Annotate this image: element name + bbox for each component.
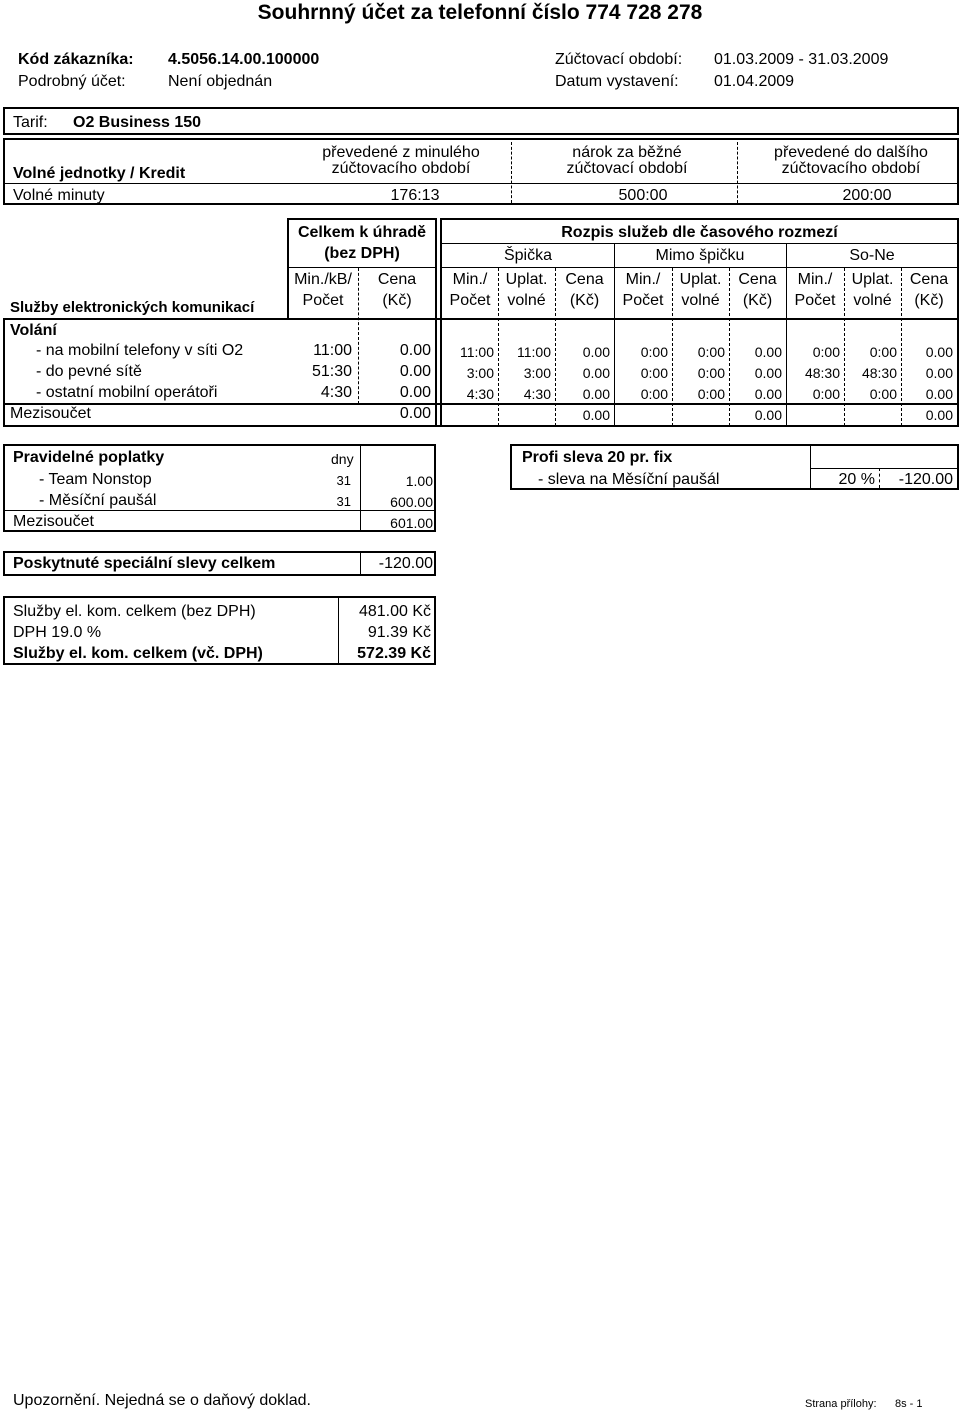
row-offpeak-min: 0:00: [640, 386, 668, 402]
row-weekend-price: 0.00: [925, 386, 953, 402]
offpeak-subtotal: 0.00: [754, 407, 782, 423]
row-offpeak-min: 0:00: [640, 365, 668, 381]
breakdown-header: Rozpis služeb dle časového rozmezí: [561, 224, 838, 241]
col-offpeak-min: [614, 272, 672, 309]
col-band-price-l2: (Kč): [914, 292, 944, 309]
summary-box: [3, 596, 436, 665]
current-entitlement-line1: nárok za běžné: [572, 144, 682, 161]
divider: [338, 598, 339, 663]
fee-amount: 1.00: [405, 473, 433, 489]
row-offpeak-price: 0.00: [754, 344, 782, 360]
divider: [360, 446, 361, 530]
band-peak: Špička: [503, 247, 553, 264]
divider: [3, 403, 959, 405]
discount-box: [510, 444, 959, 490]
free-minutes-entitlement: 500:00: [618, 187, 668, 204]
row-offpeak-price: 0.00: [754, 386, 782, 402]
divider: [3, 318, 959, 320]
row-peak-free: 11:00: [517, 344, 551, 360]
current-entitlement-header: [517, 145, 737, 177]
services-subtotal-label: Mezisoučet: [10, 405, 91, 422]
col-weekend-free: [844, 272, 901, 309]
col-peak-min: [442, 272, 498, 309]
billing-period-value: 01.03.2009 - 31.03.2009: [714, 51, 889, 68]
free-units-heading: Volné jednotky / Kredit: [13, 165, 186, 182]
detail-account-label: Podrobný účet:: [18, 73, 126, 90]
row-label: - ostatní mobilní operátoři: [36, 384, 218, 401]
col-total-min-l2: Počet: [302, 292, 344, 309]
row-weekend-free: 48:30: [861, 365, 897, 381]
page-number-value: 8s - 1: [895, 1398, 923, 1410]
row-peak-free: 4:30: [523, 386, 551, 402]
carried-over-from-header: [291, 145, 511, 177]
row-weekend-free: 0:00: [869, 344, 897, 360]
col-band-free-l2: volné: [681, 292, 720, 309]
carried-over-to-line2: zúčtovacího období: [781, 160, 921, 177]
row-offpeak-free: 0:00: [697, 344, 725, 360]
divider: [3, 425, 959, 427]
col-band-price-l1: Cena: [909, 271, 949, 288]
row-total-price: 0.00: [399, 384, 431, 401]
divider: [810, 468, 957, 469]
row-total-price: 0.00: [399, 363, 431, 380]
row-offpeak-free: 0:00: [697, 386, 725, 402]
row-peak-price: 0.00: [582, 365, 610, 381]
col-band-min-l2: Počet: [622, 292, 664, 309]
issue-date-value: 01.04.2009: [714, 73, 795, 90]
services-heading: Služby elektronických komunikací: [10, 299, 255, 316]
customer-code-value: 4.5056.14.00.100000: [168, 51, 320, 68]
col-band-price-l1: Cena: [565, 271, 604, 288]
col-band-free-l2: volné: [507, 292, 546, 309]
row-weekend-price: 0.00: [925, 344, 953, 360]
summary-label: Služby el. kom. celkem (vč. DPH): [13, 645, 263, 662]
row-peak-free: 3:00: [523, 365, 551, 381]
col-total-price-l1: Cena: [377, 271, 417, 288]
col-total-min-l1: Min./kB/: [294, 271, 352, 288]
divider: [440, 267, 959, 268]
fee-days: 31: [336, 473, 351, 488]
total-due-line1: Celkem k úhradě: [297, 224, 427, 241]
special-discounts-label: Poskytnuté speciální slevy celkem: [13, 555, 276, 572]
row-peak-min: 11:00: [460, 344, 494, 360]
col-band-free-l2: volné: [853, 292, 892, 309]
special-discounts-value: -120.00: [378, 555, 433, 572]
regular-fees-box: [3, 444, 436, 532]
row-peak-min: 4:30: [466, 386, 494, 402]
col-band-min-l2: Počet: [449, 292, 491, 309]
free-minutes-carried-from: 176:13: [390, 187, 440, 204]
divider: [440, 243, 959, 244]
col-total-price-l2: (Kč): [382, 292, 412, 309]
tariff-box: [3, 107, 959, 135]
summary-value: 572.39 Kč: [357, 645, 431, 662]
col-band-min-l2: Počet: [794, 292, 836, 309]
row-offpeak-price: 0.00: [754, 365, 782, 381]
row-offpeak-min: 0:00: [640, 344, 668, 360]
billing-period-label: Zúčtovací období:: [555, 51, 683, 68]
row-total-min: 4:30: [320, 384, 352, 401]
row-label: - do pevné sítě: [36, 363, 142, 380]
col-band-free-l1: Uplat.: [679, 271, 722, 288]
detail-account-value: Není objednán: [168, 73, 273, 90]
col-total-min: [288, 272, 358, 309]
row-weekend-min: 0:00: [812, 386, 840, 402]
row-weekend-price: 0.00: [925, 365, 953, 381]
discount-heading: Profi sleva 20 pr. fix: [522, 449, 673, 466]
total-due-line2: (bez DPH): [324, 245, 400, 262]
regular-fees-heading: Pravidelné poplatky: [13, 449, 165, 466]
divider: [440, 218, 959, 220]
row-total-min: 51:30: [311, 363, 352, 380]
col-band-min-l1: Min./: [452, 271, 488, 288]
band-offpeak: Mimo špičku: [655, 247, 745, 264]
fees-subtotal-label: Mezisoučet: [13, 513, 94, 530]
col-band-min-l1: Min./: [625, 271, 661, 288]
page-number-label: Strana přílohy:: [805, 1398, 877, 1410]
tariff-value: O2 Business 150: [73, 114, 202, 131]
carried-over-from-line2: zúčtovacího období: [331, 160, 471, 177]
row-weekend-free: 0:00: [869, 386, 897, 402]
total-due-header: [287, 225, 437, 241]
divider: [810, 446, 811, 488]
divider: [5, 510, 434, 511]
row-peak-price: 0.00: [582, 344, 610, 360]
free-units-box: [3, 138, 959, 205]
special-discounts-box: [3, 551, 436, 576]
days-column-header: dny: [331, 451, 354, 467]
summary-label: DPH 19.0 %: [13, 624, 102, 641]
issue-date-label: Datum vystavení:: [555, 73, 679, 90]
col-peak-price: [555, 272, 614, 309]
free-minutes-label: Volné minuty: [13, 187, 105, 204]
col-weekend-price: [901, 272, 957, 309]
col-band-free-l1: Uplat.: [505, 271, 548, 288]
services-subtotal-value: 0.00: [399, 405, 431, 422]
total-due-note: [287, 246, 437, 262]
row-peak-min: 3:00: [466, 365, 494, 381]
weekend-subtotal: 0.00: [925, 407, 953, 423]
carried-over-to-line1: převedené do dalšího: [774, 144, 928, 161]
col-band-price-l2: (Kč): [742, 292, 773, 309]
divider: [287, 267, 437, 268]
discount-percent: 20 %: [838, 471, 875, 488]
customer-code-label: Kód zákazníka:: [18, 51, 134, 68]
carried-over-to-header: [741, 145, 960, 177]
discount-row-label: - sleva na Měsíční paušál: [538, 471, 720, 488]
summary-value: 91.39 Kč: [367, 624, 431, 641]
carried-over-from-line1: převedené z minulého: [322, 144, 480, 161]
divider: [287, 218, 437, 220]
row-weekend-min: 0:00: [812, 344, 840, 360]
divider: [5, 183, 957, 184]
col-band-price-l1: Cena: [738, 271, 777, 288]
row-offpeak-free: 0:00: [697, 365, 725, 381]
fee-label: - Team Nonstop: [39, 471, 152, 488]
summary-label: Služby el. kom. celkem (bez DPH): [13, 603, 256, 620]
row-weekend-min: 48:30: [804, 365, 840, 381]
fee-amount: 600.00: [390, 494, 433, 510]
calls-group-label: Volání: [10, 322, 57, 339]
row-label: - na mobilní telefony v síti O2: [36, 342, 244, 359]
current-entitlement-line2: zúčtovací období: [566, 160, 688, 177]
divider: [737, 142, 738, 203]
summary-value: 481.00 Kč: [358, 603, 431, 620]
col-offpeak-free: [672, 272, 729, 309]
fees-subtotal-value: 601.00: [390, 515, 433, 531]
col-peak-free: [498, 272, 555, 309]
col-band-price-l2: (Kč): [569, 292, 600, 309]
col-total-price: [359, 272, 435, 309]
col-weekend-min: [786, 272, 844, 309]
row-peak-price: 0.00: [582, 386, 610, 402]
tariff-label: Tarif:: [13, 114, 48, 131]
divider: [360, 553, 361, 574]
page-title: Souhrnný účet za telefonní číslo 774 728 278: [257, 1, 703, 24]
free-minutes-carried-to: 200:00: [842, 187, 892, 204]
col-band-free-l1: Uplat.: [851, 271, 894, 288]
row-total-price: 0.00: [399, 342, 431, 359]
row-total-min: 11:00: [313, 342, 352, 359]
fee-days: 31: [336, 494, 351, 509]
divider: [3, 318, 5, 427]
divider: [511, 142, 512, 203]
fee-label: - Měsíční paušál: [39, 492, 157, 509]
col-offpeak-price: [729, 272, 786, 309]
discount-amount: -120.00: [898, 471, 953, 488]
col-band-min-l1: Min./: [797, 271, 833, 288]
peak-subtotal: 0.00: [582, 407, 610, 423]
band-weekend: So-Ne: [849, 247, 895, 264]
footer-note: Upozornění. Nejedná se o daňový doklad.: [13, 1392, 311, 1409]
